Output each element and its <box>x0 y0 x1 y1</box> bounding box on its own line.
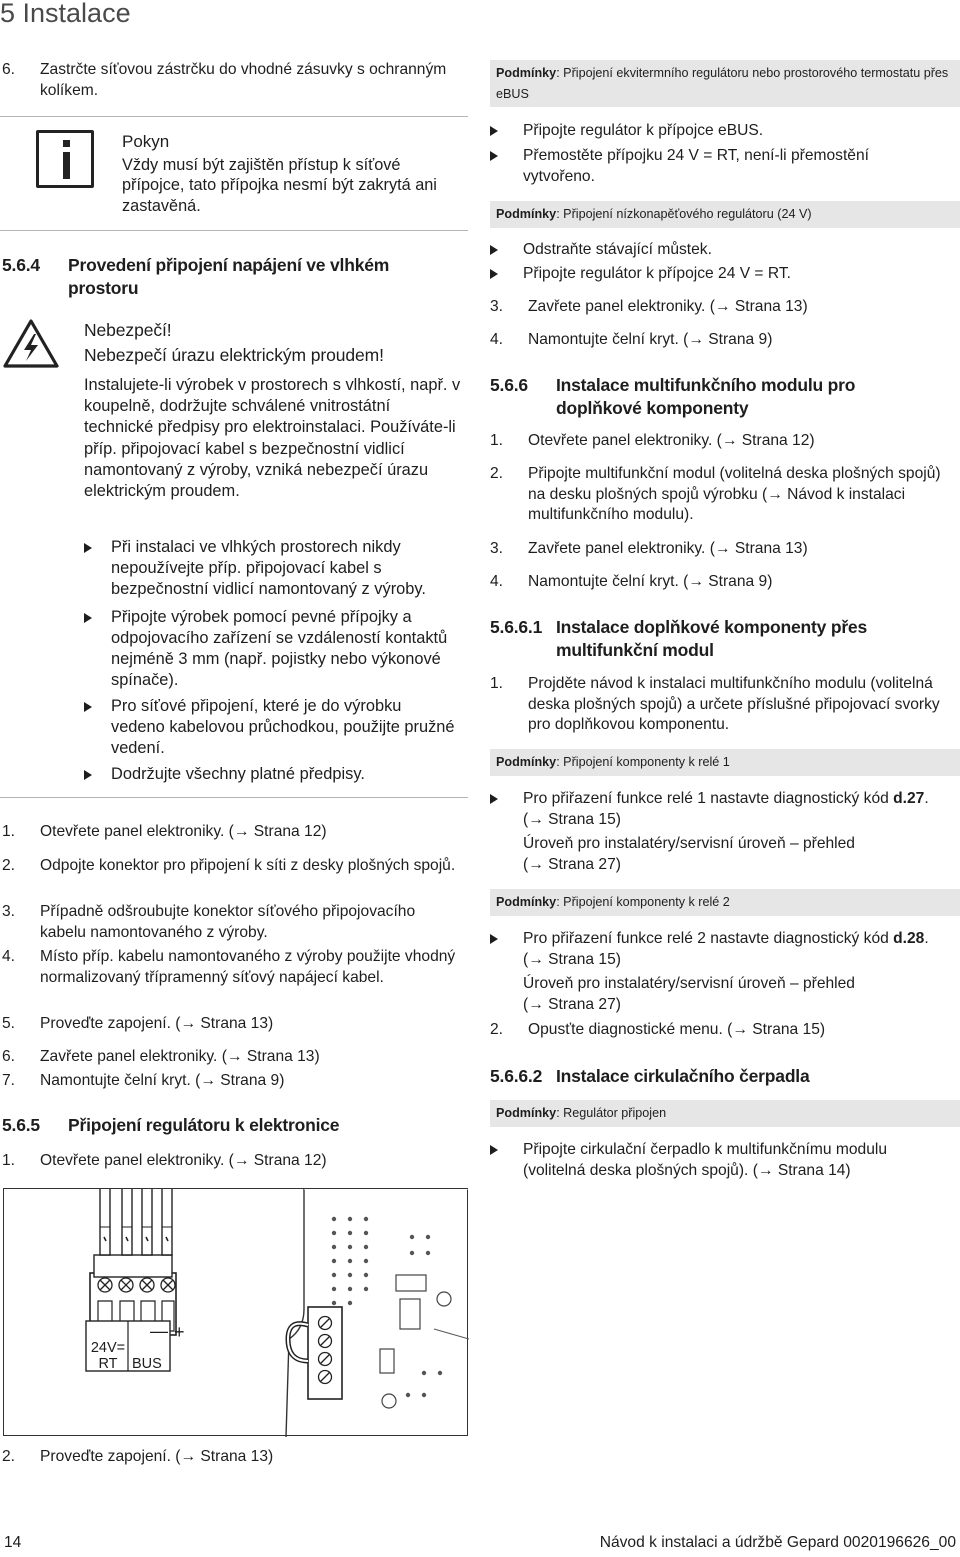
section-heading-5661: 5.6.6.1 Instalace doplňkové komponenty přes multifunkční modul <box>490 617 867 660</box>
page-number: 14 <box>4 1534 22 1551</box>
bullet-item: Pro přiřazení funkce relé 2 nastavte diagnostický kód d.28. (→ Strana 15) <box>490 929 960 970</box>
step-2: 2. Proveďte zapojení. (→ Strana 13) <box>2 1448 274 1465</box>
danger-label: Nebezpečí! <box>84 320 172 340</box>
electric-hazard-icon <box>2 318 60 370</box>
step-2: 2. Odpojte konektor pro připojení k síti z desky plošných spojů. <box>2 857 456 874</box>
step-1: 1. Otevřete panel elektroniky. (→ Strana 12) <box>2 823 327 840</box>
footer-title: Návod k instalaci a údržbě Gepard 0020196626_00 <box>599 1534 956 1551</box>
danger-bullet: Dodržujte všechny platné předpisy. <box>84 764 468 785</box>
step-3: 3. Zavřete panel elektroniky. (→ Strana 13) <box>490 540 808 557</box>
step-4: 4. Namontujte čelní kryt. (→ Strana 9) <box>490 573 773 590</box>
note-text: Vždy musí být zajištěn přístup k síťové přípojce, tato přípojka nesmí být zakrytá ani zastavěná. <box>122 155 437 215</box>
step-3: 3. Případně odšroubujte konektor síťového připojovacího kabelu namontovaného z výroby. <box>2 903 416 941</box>
section-heading-564: 5.6.4 Provedení připojení napájení ve vlhkém prostoru <box>2 255 390 298</box>
condition-box: Podmínky: Regulátor připojen <box>490 1100 960 1127</box>
step-2: 2. Opusťte diagnostické menu. (→ Strana 15) <box>490 1021 826 1038</box>
bullet-item: Připojte regulátor k přípojce 24 V = RT. <box>490 264 960 285</box>
terminal-diagram <box>4 1189 469 1437</box>
condition-box: Podmínky: Připojení komponenty k relé 1 <box>490 749 960 776</box>
danger-bullet: Při instalaci ve vlhkých prostorech nikdy nepoužívejte příp. připojovací kabel s bezpečnostní vidlicí namontovaný z výroby. <box>84 537 468 600</box>
bullet-item: Připojte regulátor k přípojce eBUS. <box>490 121 960 142</box>
danger-subtitle: Nebezpečí úrazu elektrickým proudem! <box>84 344 384 365</box>
section-heading-5662: 5.6.6.2 Instalace cirkulačního čerpadla <box>490 1066 810 1086</box>
bullet-item: Přemostěte přípojku 24 V = RT, není-li přemostění vytvořeno. <box>490 146 960 187</box>
diag-code: d.28 <box>893 930 925 947</box>
divider <box>0 230 468 231</box>
step-6: 6. Zavřete panel elektroniky. (→ Strana 13) <box>2 1048 320 1065</box>
danger-block <box>84 320 468 502</box>
note-title: Pokyn <box>122 132 170 151</box>
label-minus: — <box>150 1321 168 1341</box>
step-4: 4. Místo příp. kabelu namontovaného z výroby použijte vhodný normalizovaný třípramenný síťový napájecí kabel. <box>2 948 456 986</box>
danger-text: Instalujete-li výrobek v prostorech s vlhkostí, např. v koupelně, dodržujte schválené vnitrostátní technické předpisy pro elektroinstalaci. Používáte-li příp. připojovací kabel s bezpečnostní vidlicí namontovaný z výroby, vzniká nebezpečí úrazu elektrickým proudem. <box>84 376 461 501</box>
step-1: 1. Otevřete panel elektroniky. (→ Strana 12) <box>2 1152 327 1169</box>
step-1: 1. Projděte návod k instalaci multifunkčního modulu (volitelná deska plošných spojů) a určete příslušné připojovací svorky pro doplňkovou komponentu. <box>490 675 940 733</box>
step-5: 5. Proveďte zapojení. (→ Strana 13) <box>2 1015 274 1032</box>
step-1: 1. Otevřete panel elektroniky. (→ Strana 12) <box>490 432 815 449</box>
label-plus: + <box>174 1322 185 1342</box>
step-4: 4. Namontujte čelní kryt. (→ Strana 9) <box>490 331 773 348</box>
label-24v: 24V= <box>90 1340 126 1356</box>
step-2: 2. Připojte multifunkční modul (volitelná deska plošných spojů) na desku plošných spojů výrobku (→ Návod k instalaci multifunkčního modulu). <box>490 465 941 523</box>
bullet-item: Připojte cirkulační čerpadlo k multifunkčnímu modulu (volitelná deska plošných spojů). (→ Strana 14) <box>490 1140 960 1181</box>
danger-bullet: Připojte výrobek pomocí pevné přípojky a odpojovacího zařízení se vzdáleností kontaktů nejméně 3 mm (např. pojistky nebo výkonové spínače). <box>84 607 468 691</box>
label-bus: BUS <box>132 1356 162 1372</box>
section-heading-565: 5.6.5 Připojení regulátoru k elektronice <box>2 1115 340 1135</box>
note-box <box>0 116 468 231</box>
chapter-title: 5 Instalace <box>0 0 131 28</box>
danger-bullet: Pro síťové připojení, které je do výrobku vedeno kabelovou průchodkou, použijte pružné vedení. <box>84 696 468 759</box>
label-rt: RT <box>98 1356 118 1372</box>
bullet-item: Odstraňte stávající můstek. <box>490 240 960 261</box>
condition-box: Podmínky: Připojení komponenty k relé 2 <box>490 889 960 916</box>
level-ref: Úroveň pro instalatéry/servisní úroveň – přehled (→ Strana 27) <box>523 975 855 1013</box>
section-heading-566: 5.6.6 Instalace multifunkčního modulu pro doplňkové komponenty <box>490 375 856 418</box>
step-7: 7. Namontujte čelní kryt. (→ Strana 9) <box>2 1072 285 1089</box>
level-ref: Úroveň pro instalatéry/servisní úroveň – přehled (→ Strana 27) <box>523 835 855 873</box>
condition-box: Podmínky: Připojení nízkonapěťového regulátoru (24 V) <box>490 201 960 228</box>
step-6: 6. Zastrčte síťovou zástrčku do vhodné zásuvky s ochranným kolíkem. <box>2 61 447 99</box>
diag-code: d.27 <box>893 790 925 807</box>
step-3: 3. Zavřete panel elektroniky. (→ Strana 13) <box>490 298 808 315</box>
bullet-item: Pro přiřazení funkce relé 1 nastavte diagnostický kód d.27. (→ Strana 15) <box>490 789 960 830</box>
wiring-figure <box>3 1188 468 1436</box>
info-icon <box>36 130 94 188</box>
condition-box: Podmínky: Připojení ekvitermního regulátoru nebo prostorového termostatu přes eBUS <box>490 60 960 107</box>
divider <box>0 797 468 798</box>
